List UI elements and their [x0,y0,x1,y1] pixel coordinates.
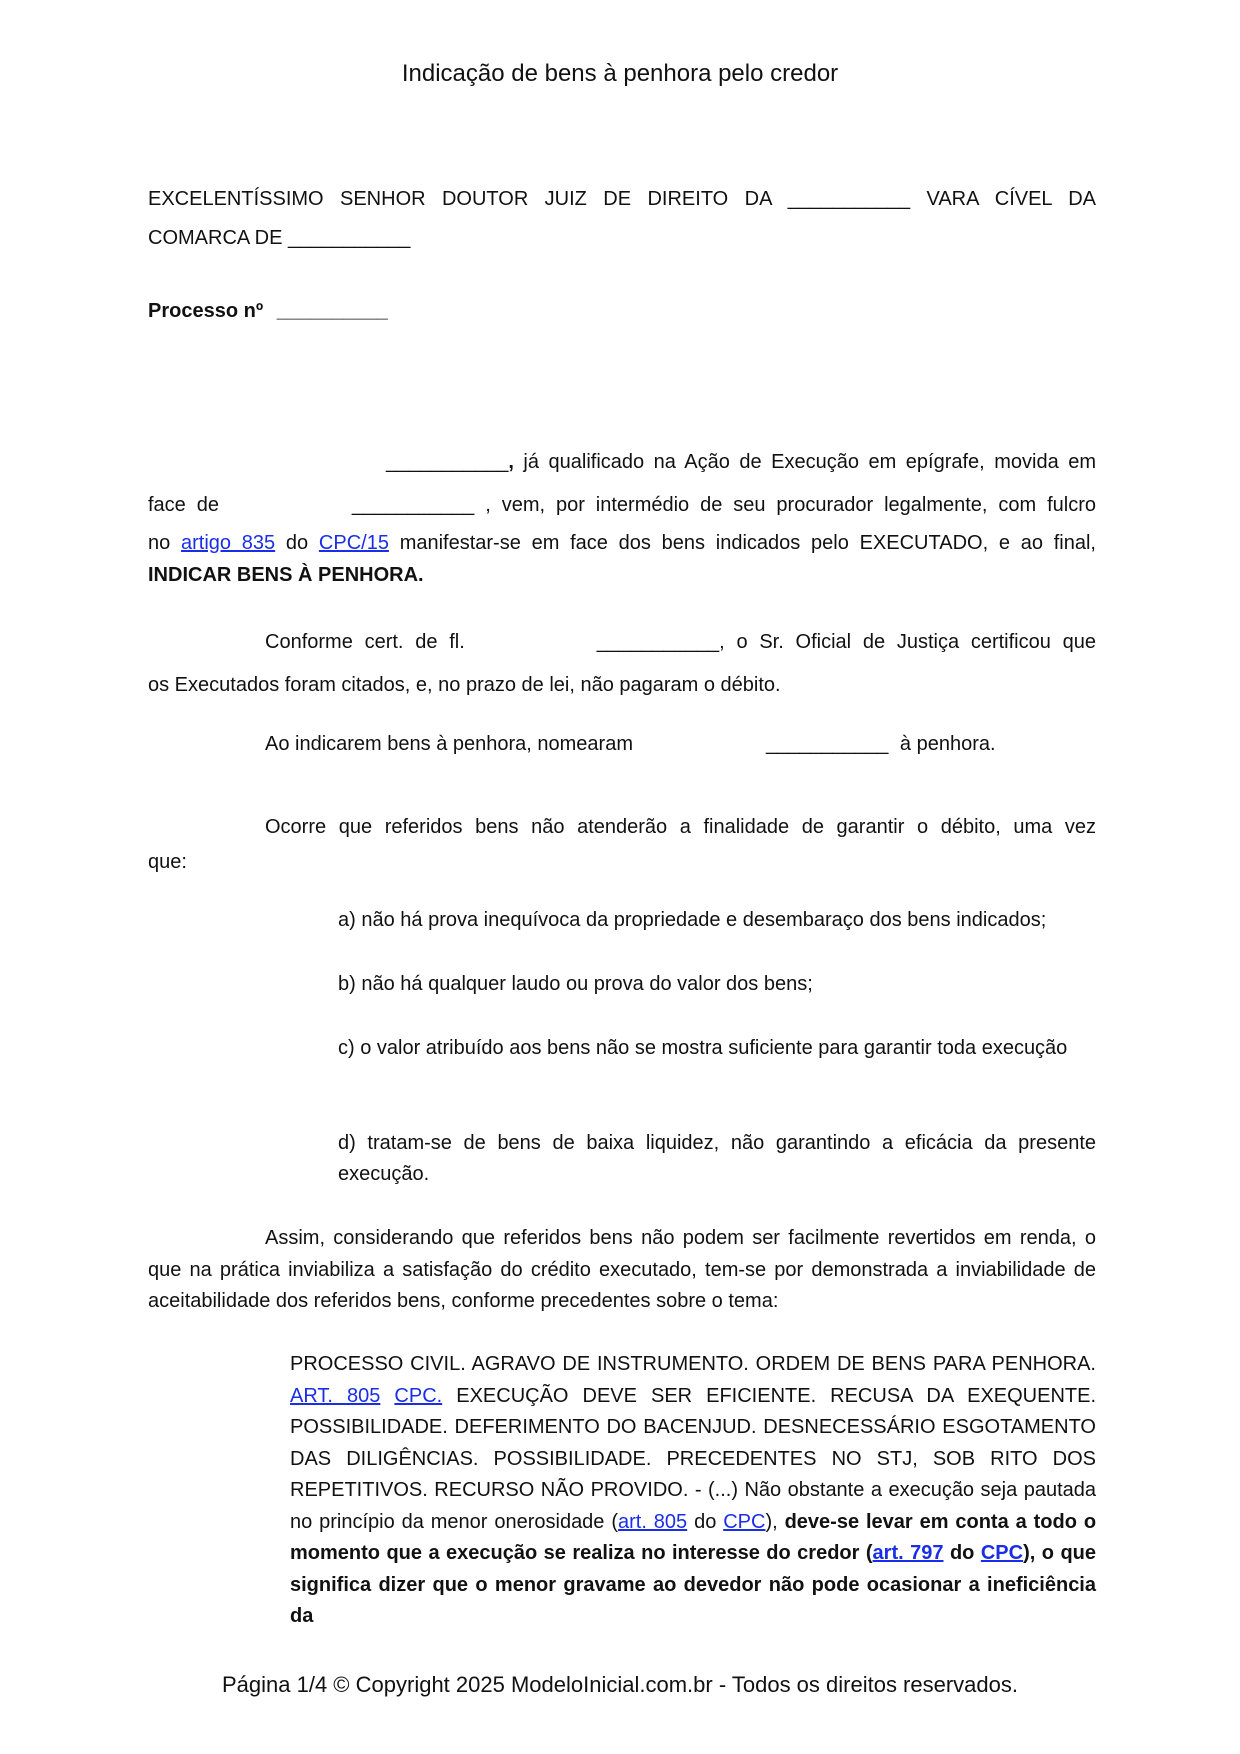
conforme-text-1: Conforme cert. de fl. [265,631,465,653]
intro-text-3: manifestar-se em face dos bens indicados pelo EXECUTADO, e ao final, [399,532,1096,554]
addressee-line-2: COMARCA DE ___________ [148,227,411,249]
quote-text-1: PROCESSO CIVIL. AGRAVO DE INSTRUMENTO. ORDEM DE BENS PARA PENHORA. [290,1353,1096,1375]
quote-bold-2: ), o que significa dizer que o menor gravame ao devedor não pode ocasionar a ineficiência da [290,1542,1096,1627]
quote-cpc-3-link[interactable]: CPC [980,1542,1024,1564]
list-item-c: c) o valor atribuído aos bens não se mostra suficiente para garantir toda execução [338,1037,1068,1059]
ao-indicarem-blank: ___________ [766,733,889,755]
quote-cpc-2-link[interactable]: CPC [723,1510,766,1533]
quote-do-1: do [694,1510,717,1533]
quote-art-805-link[interactable]: ART. 805 [290,1384,381,1407]
ao-indicarem-text-1: Ao indicarem bens à penhora, nomearam [265,733,633,755]
addressee-line-1: EXCELENTÍSSIMO SENHOR DOUTOR JUIZ DE DIREITO DA ___________ VARA CÍVEL DA [148,188,1096,210]
ocorre-line-1: Ocorre que referidos bens não atenderão a finalidade de garantir o débito, uma vez [265,816,1096,838]
intro-face-de: face de [148,494,219,516]
conforme-text-2: , o Sr. Oficial de Justiça certificou que [719,631,1096,653]
addressee-block [148,180,1096,258]
intro-line-4 [148,560,1096,590]
artigo-835-link[interactable]: artigo 835 [181,532,276,554]
ocorre-paragraph [148,810,1096,880]
ao-indicarem-line [148,733,1096,756]
intro-do: do [285,532,309,554]
quote-text-3: ), [765,1510,778,1533]
intro-text-1: já qualificado na Ação de Execução em epígrafe, movida em [513,451,1096,473]
conforme-blank: ___________ [596,631,720,653]
page-header-title: Indicação de bens à penhora pelo credor [401,60,839,87]
ao-indicarem-text-2: à penhora. [899,733,996,755]
quote-art-797-link[interactable]: art. 797 [872,1542,944,1564]
quote-bold-1: deve-se levar em conta a todo o momento que a execução se realiza no interesse do credor ( [290,1510,1097,1564]
intro-line-2 [148,484,1096,527]
jurisprudence-quote [290,1349,1096,1633]
intro-paragraph [148,441,1096,590]
quote-cpc-link[interactable]: CPC. [394,1384,443,1407]
assim-paragraph: Assim, considerando que referidos bens não podem ser facilmente revertidos em renda, o que na prática inviabiliza a satisfação do crédito executado, tem-se por demonstrada a inviabilidade de aceitabilidade dos referidos bens, conforme precedentes sobre o tema: [148,1227,1096,1312]
intro-text-2: , vem, por intermédio de seu procurador legalmente, com fulcro [485,494,1097,516]
intro-blank-1: ___________ [386,451,509,473]
intro-line-3 [148,527,1096,560]
ocorre-line-2: que: [148,851,187,873]
cpc-15-link[interactable]: CPC/15 [318,532,389,554]
process-label: Processo nº [148,300,264,322]
process-blank: __________ [276,300,388,322]
intro-comma: , [508,451,514,473]
quote-text-2: EXECUÇÃO DEVE SER EFICIENTE. RECUSA DA EXEQUENTE. POSSIBILIDADE. DEFERIMENTO DO BACENJUD. DESNECESSÁRIO ESGOTAMENTO DAS DILIGÊNCIAS. POSSIBILIDADE. PRECEDENTES NO STJ, SOB RITO DOS REPETITIVOS. RECURSO NÃO PROVIDO. - (...) Não obstante a execução seja pautada no princípio da menor onerosidade ( [290,1384,1097,1533]
ao-indicarem-paragraph [148,733,1096,756]
intro-line-1 [148,441,1096,484]
list-item-a: a) não há prova inequívoca da propriedade e desembaraço dos bens indicados; [338,909,1047,931]
intro-blank-2: ___________ [351,494,475,516]
conforme-paragraph [148,621,1096,707]
list-item-d: d) tratam-se de bens de baixa liquidez, não garantindo a eficácia da presente execução. [338,1132,1096,1185]
conforme-line-1 [148,621,1096,664]
list-item-b: b) não há qualquer laudo ou prova do valor dos bens; [338,973,813,995]
quote-art-805b-link[interactable]: art. 805 [618,1510,688,1533]
page-footer: Página 1/4 © Copyright 2025 ModeloInicial.com.br - Todos os direitos reservados. [222,1672,1018,1697]
process-number [148,300,1096,323]
intro-bold-end: INDICAR BENS À PENHORA. [148,564,424,586]
quote-bold-do: do [949,1542,975,1564]
intro-no: no [148,532,171,554]
conforme-line-2: os Executados foram citados, e, no prazo de lei, não pagaram o débito. [148,674,781,696]
